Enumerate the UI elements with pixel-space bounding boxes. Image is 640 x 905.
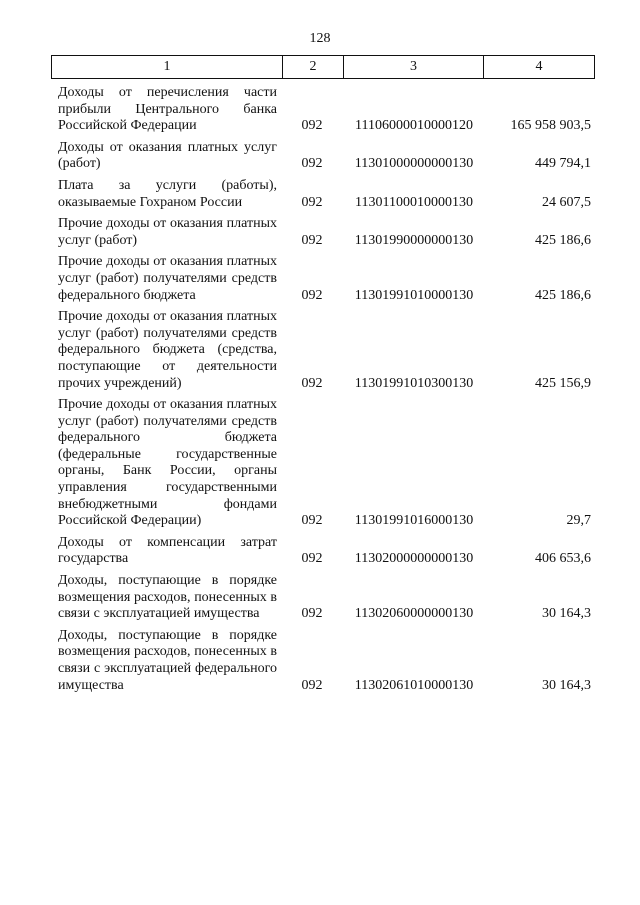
table-row [51,309,595,392]
table-header [51,55,595,79]
admin-code: 092 [301,194,323,210]
amount: 30 164,3 [542,606,591,622]
budget-code: 11301990000000130 [354,232,474,248]
amount: 425 156,9 [535,375,591,391]
table-row [51,178,595,211]
table-row [51,397,595,530]
budget-code: 11302000000000130 [354,551,474,567]
column-header-2: 2 [283,56,344,78]
admin-code: 092 [301,118,323,134]
income-name: Плата за услуги (работы), оказываемые Гохраном России [58,177,277,210]
table-row [51,628,595,694]
table-row [51,254,595,304]
amount: 449 794,1 [535,156,591,172]
income-name: Прочие доходы от оказания платных услуг (работ) [58,216,277,248]
amount: 406 653,6 [535,551,591,567]
table-row [51,573,595,623]
budget-code: 11301991010000130 [354,287,474,303]
admin-code: 092 [301,606,323,622]
column-header-1: 1 [52,56,283,78]
income-name: Доходы от перечисления части прибыли Центрального банка Российской Федерации [58,85,277,134]
income-name: Прочие доходы от оказания платных услуг (работ) получателями средств федерального бюджета [58,254,277,303]
budget-code: 11106000010000120 [355,118,473,134]
table-row [51,85,595,135]
table-row [51,216,595,249]
table-row [51,535,595,568]
income-name: Доходы, поступающие в порядке возмещения расходов, понесенных в связи с эксплуатацией имущества [58,573,277,622]
income-name: Прочие доходы от оказания платных услуг (работ) получателями средств федерального бюджета (федеральные государственные органы, Банк России, органы управления государственными внебюджетными фондами Российской Федерации) [58,397,277,529]
budget-code: 11301991016000130 [354,513,474,529]
income-name: Доходы, поступающие в порядке возмещения расходов, понесенных в связи с эксплуатацией федерального имущества [58,627,277,693]
admin-code: 092 [301,375,323,391]
budget-code: 11301100010000130 [355,194,473,210]
table-body [51,85,595,694]
budget-code: 11302060000000130 [354,606,474,622]
income-name: Доходы от компенсации затрат государства [58,534,277,567]
amount: 165 958 903,5 [510,118,591,134]
income-name: Прочие доходы от оказания платных услуг (работ) получателями средств федерального бюджета (средства, поступающие от деятельности прочих учреждений) [58,309,277,391]
income-name: Доходы от оказания платных услуг (работ) [58,139,277,172]
admin-code: 092 [301,677,323,693]
budget-code: 11301000000000130 [354,156,474,172]
column-header-3: 3 [344,56,484,78]
admin-code: 092 [301,156,323,172]
amount: 24 607,5 [542,194,591,210]
admin-code: 092 [301,287,323,303]
amount: 425 186,6 [535,232,591,248]
table-row [51,140,595,173]
admin-code: 092 [301,513,323,529]
amount: 30 164,3 [542,677,591,693]
page-number: 128 [309,31,331,46]
budget-code: 11302061010000130 [354,677,474,693]
column-header-4: 4 [535,59,543,74]
budget-code: 11301991010300130 [354,375,474,391]
admin-code: 092 [301,232,323,248]
amount: 425 186,6 [535,287,591,303]
admin-code: 092 [301,551,323,567]
amount: 29,7 [566,513,591,529]
